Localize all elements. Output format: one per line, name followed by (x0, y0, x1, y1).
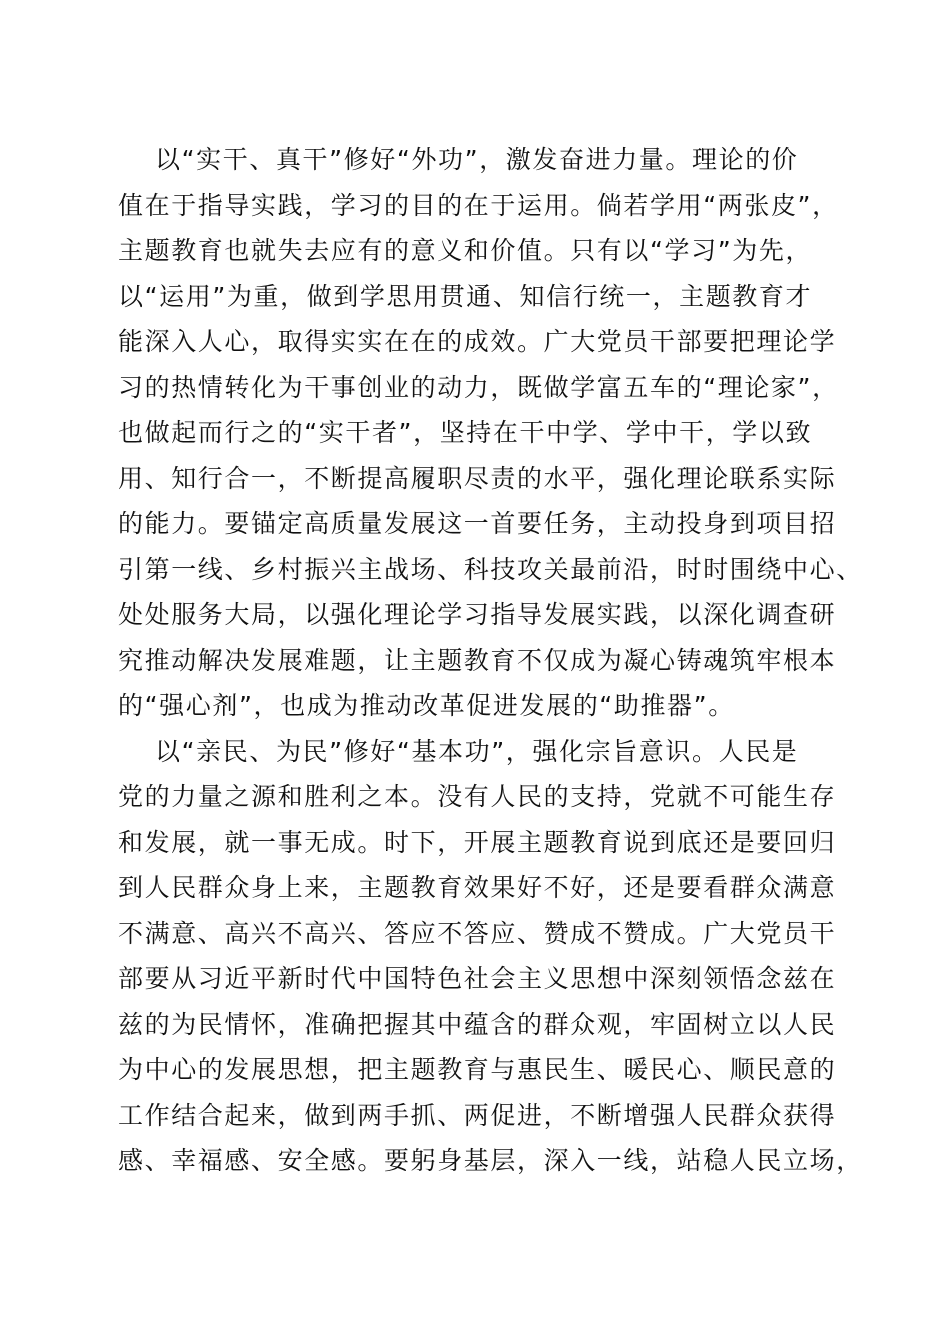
body-text (118, 137, 863, 1184)
text-line: 兹的为民情怀，准确把握其中蕴含的群众观，牢固树立以人民 (118, 1009, 837, 1039)
text-line: 部要从习近平新时代中国特色社会主义思想中深刻领悟念兹在 (118, 964, 837, 993)
text-line: 值在于指导实践，学习的目的在于运用。倘若学用“两张皮”， (118, 190, 839, 220)
text-line: 以“运用”为重，做到学思用贯通、知信行统一，主题教育才 (118, 281, 813, 311)
text-line: 的“强心剂”，也成为推动改革促进发展的“助推器”。 (118, 691, 735, 720)
text-line: 用、知行合一，不断提高履职尽责的水平，强化理论联系实际 (118, 463, 837, 493)
text-line: 处处服务大局，以强化理论学习指导发展实践，以深化调查研 (118, 600, 837, 629)
text-line: 的能力。要锚定高质量发展这一首要任务，主动投身到项目招 (118, 509, 837, 538)
text-line: 不满意、高兴不高兴、答应不答应、赞成不赞成。广大党员干 (118, 918, 837, 948)
text-line: 以“亲民、为民”修好“基本功”，强化宗旨意识。人民是 (155, 736, 799, 766)
text-line: 引第一线、乡村振兴主战场、科技攻关最前沿，时时围绕中心、 (118, 554, 863, 584)
text-line: 工作结合起来，做到两手抓、两促进，不断增强人民群众获得 (118, 1100, 837, 1130)
text-line: 能深入人心，取得实实在在的成效。广大党员干部要把理论学 (118, 327, 837, 356)
text-line: 党的力量之源和胜利之本。没有人民的支持，党就不可能生存 (118, 782, 837, 811)
text-line: 和发展，就一事无成。时下，开展主题教育说到底还是要回归 (118, 827, 837, 857)
text-line: 究推动解决发展难题，让主题教育不仅成为凝心铸魂筑牢根本 (118, 645, 837, 675)
paragraph-2 (118, 729, 863, 1184)
text-line: 也做起而行之的“实干者”，坚持在干中学、学中干，学以致 (118, 418, 813, 447)
text-line: 习的热情转化为干事创业的动力，既做学富五车的“理论家”， (118, 372, 839, 402)
paragraph-1 (118, 137, 863, 729)
text-line: 以“实干、真干”修好“外功”，激发奋进力量。理论的价 (155, 145, 799, 174)
text-line: 到人民群众身上来，主题教育效果好不好，还是要看群众满意 (118, 873, 837, 902)
text-line: 主题教育也就失去应有的意义和价值。只有以“学习”为先， (118, 236, 813, 265)
text-line: 感、幸福感、安全感。要躬身基层，深入一线，站稳人民立场， (118, 1146, 863, 1175)
text-line: 为中心的发展思想，把主题教育与惠民生、暖民心、顺民意的 (118, 1055, 837, 1084)
